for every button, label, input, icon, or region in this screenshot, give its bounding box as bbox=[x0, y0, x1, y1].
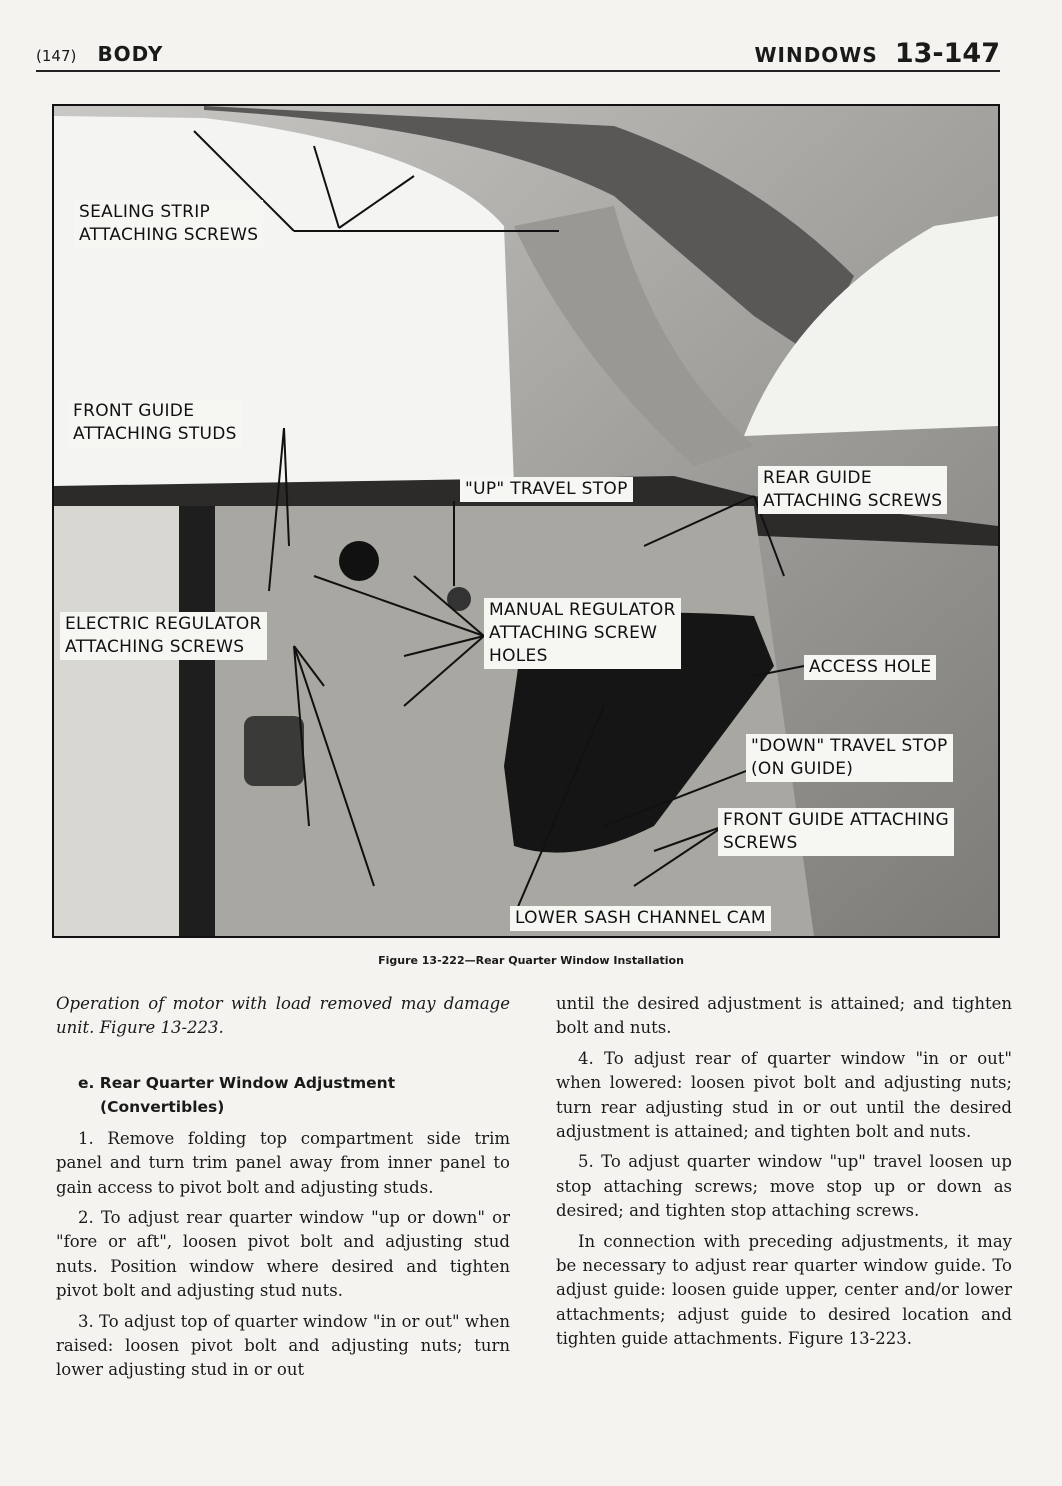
paragraph-guide: In connection with preceding adjustments, it may be necessary to adjust rear quarter window guide. To adjust guide: loosen guide upper, center and/or lower attachments; adjust guide to desired location and tighten guide attachments. Figure 13-223. bbox=[556, 1231, 1012, 1349]
header-right bbox=[754, 38, 1000, 69]
regulator-motor bbox=[244, 716, 304, 786]
intro-italic: Operation of motor with load removed may damage unit. Figure 13-223. bbox=[56, 994, 510, 1038]
section-heading bbox=[78, 1071, 510, 1119]
figure-caption: Figure 13-222—Rear Quarter Window Installation bbox=[378, 954, 684, 967]
section-title: BODY bbox=[97, 42, 164, 66]
label-down-travel-stop: "DOWN" TRAVEL STOP (ON GUIDE) bbox=[746, 734, 953, 782]
header-left bbox=[36, 42, 163, 66]
label-electric-regulator: ELECTRIC REGULATOR ATTACHING SCREWS bbox=[60, 612, 267, 660]
page-number: (147) bbox=[36, 47, 77, 65]
page-header bbox=[36, 36, 1000, 72]
left-trim bbox=[54, 506, 179, 936]
right-column bbox=[556, 992, 1012, 1358]
step-4: 4. To adjust rear of quarter window "in or out" when lowered: loosen pivot bolt and adjusting nuts; turn rear adjusting stud in or out until the desired adjustment is attained; and tighten bolt and nuts. bbox=[556, 1048, 1012, 1142]
heading-line-2: (Convertibles) bbox=[100, 1097, 225, 1116]
step-3: 3. To adjust top of quarter window "in or out" when raised: loosen pivot bolt and adjusting nuts; turn lower adjusting stud in or out bbox=[56, 1311, 510, 1380]
label-front-guide-screws: FRONT GUIDE ATTACHING SCREWS bbox=[718, 808, 954, 856]
label-sealing-strip: SEALING STRIP ATTACHING SCREWS bbox=[74, 200, 263, 248]
label-front-guide-studs: FRONT GUIDE ATTACHING STUDS bbox=[68, 399, 242, 447]
step-1: 1. Remove folding top compartment side trim panel and turn trim panel away from inner panel to gain access to pivot bolt and adjusting studs. bbox=[56, 1128, 510, 1197]
step-2: 2. To adjust rear quarter window "up or down" or "fore or aft", loosen pivot bolt and adjusting stud nuts. Position window where desired and tighten pivot bolt and adjusting stud nuts. bbox=[56, 1208, 510, 1301]
label-rear-guide-screws: REAR GUIDE ATTACHING SCREWS bbox=[758, 466, 947, 514]
section-title-right: WINDOWS bbox=[754, 43, 878, 67]
step-3-continued: until the desired adjustment is attained; and tighten bolt and nuts. bbox=[556, 994, 1012, 1038]
label-up-travel-stop: "UP" TRAVEL STOP bbox=[460, 477, 633, 502]
step-5: 5. To adjust quarter window "up" travel loosen up stop attaching screws; move stop up or down as desired; and tighten stop attaching screws. bbox=[556, 1152, 1012, 1221]
left-pillar bbox=[179, 506, 215, 936]
round-hole bbox=[339, 541, 379, 581]
heading-line-1: e. Rear Quarter Window Adjustment bbox=[78, 1073, 396, 1092]
label-access-hole: ACCESS HOLE bbox=[804, 655, 936, 680]
figure-rear-quarter-window bbox=[52, 104, 1000, 938]
label-manual-regulator: MANUAL REGULATOR ATTACHING SCREW HOLES bbox=[484, 598, 681, 669]
left-column bbox=[56, 992, 510, 1389]
page-code: 13-147 bbox=[894, 38, 1000, 69]
label-lower-sash: LOWER SASH CHANNEL CAM bbox=[510, 906, 771, 931]
